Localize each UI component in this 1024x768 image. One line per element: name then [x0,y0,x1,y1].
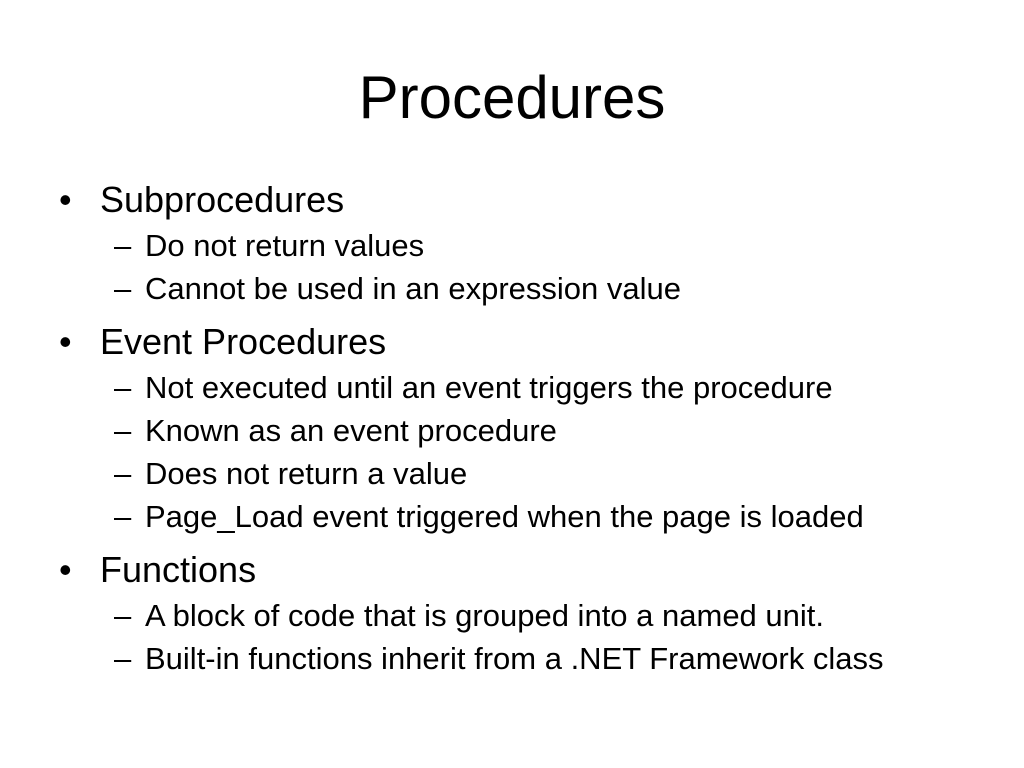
sub-bullet-text: Built-in functions inherit from a .NET Framework class [145,641,884,676]
sub-bullet [57,370,977,405]
bullet-label: Subprocedures [100,179,345,220]
sub-bullet-text: Cannot be used in an expression value [145,271,681,306]
bullet-label: Functions [100,549,257,590]
dash-icon: – [114,271,132,306]
sub-bullet [57,598,977,633]
sub-bullet-text: A block of code that is grouped into a named unit. [145,598,825,633]
bullet-subprocedures [57,180,977,220]
dash-icon: – [114,499,132,534]
sub-bullet-text: Page_Load event triggered when the page is loaded [145,499,864,534]
bullet-icon: • [59,179,72,220]
sub-bullet [57,413,977,448]
sub-bullet-text: Known as an event procedure [145,413,557,448]
sub-bullet [57,228,977,263]
dash-icon: – [114,641,132,676]
sub-bullet [57,271,977,306]
dash-icon: – [114,413,132,448]
bullet-event-procedures [57,322,977,362]
bullet-label: Event Procedures [100,321,387,362]
sub-bullet-text: Does not return a value [145,456,468,491]
slide-body [57,180,977,676]
dash-icon: – [114,456,132,491]
bullet-icon: • [59,321,72,362]
sub-bullet [57,499,977,534]
bullet-icon: • [59,549,72,590]
sub-bullet [57,641,977,676]
bullet-functions [57,550,977,590]
sub-bullet-text: Not executed until an event triggers the procedure [145,370,833,405]
dash-icon: – [114,598,132,633]
sub-bullet-text: Do not return values [145,228,425,263]
sub-bullet [57,456,977,491]
dash-icon: – [114,370,132,405]
dash-icon: – [114,228,132,263]
slide-title: Procedures [358,64,666,131]
